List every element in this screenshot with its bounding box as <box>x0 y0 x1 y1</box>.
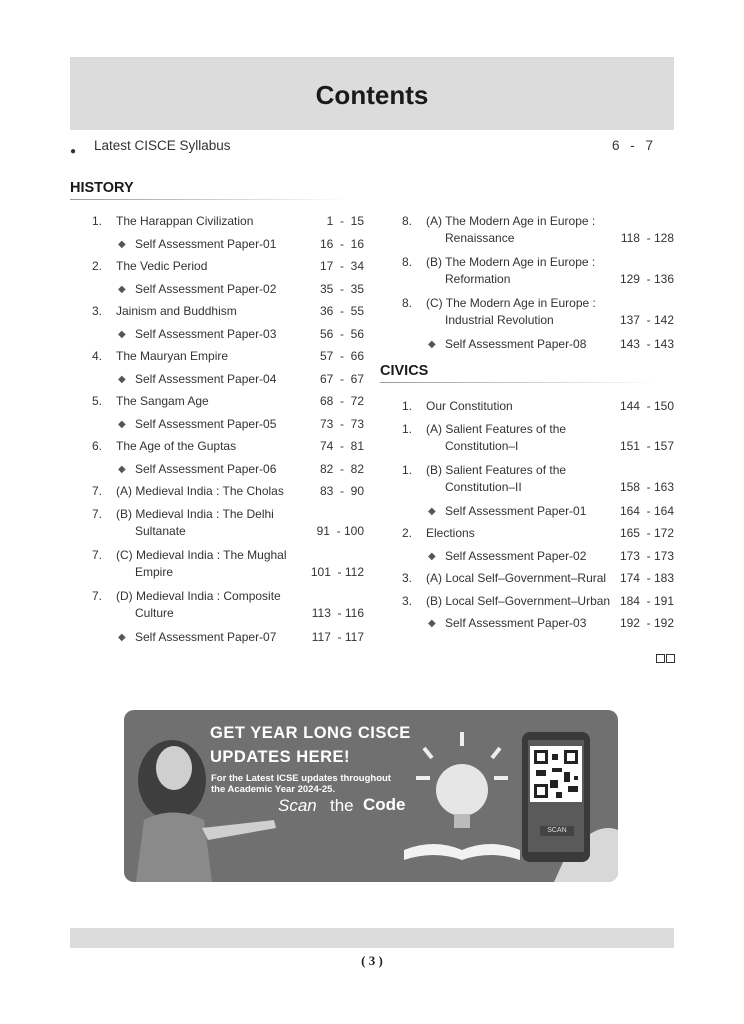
chapter-entry <box>402 462 674 496</box>
entry-title: Self Assessment Paper-02 <box>445 548 587 563</box>
banner-scan-word: Scan <box>278 796 317 815</box>
entry-title: (A) The Modern Age in Europe : <box>426 214 596 228</box>
entry-title: (C) The Modern Age in Europe : <box>426 296 596 310</box>
chapter-entry <box>402 525 674 542</box>
entry-title: Self Assessment Paper-01 <box>445 503 587 518</box>
chapter-number: 1. <box>92 214 103 228</box>
open-book-icon <box>404 844 520 860</box>
page-range: 144 - 150 <box>619 399 674 413</box>
page-range: 129 - 136 <box>619 272 674 286</box>
self-assessment-entry <box>92 326 364 343</box>
page-range: 192 - 192 <box>619 616 674 630</box>
entry-title: Jainism and Buddhism <box>116 304 237 318</box>
diamond-bullet-icon: ◆ <box>118 238 126 250</box>
bullet-icon: ● <box>70 146 77 157</box>
entry-title: (D) Medieval India : Composite <box>116 588 281 603</box>
entry-title-continued: Industrial Revolution <box>445 313 554 327</box>
self-assessment-entry <box>402 503 674 520</box>
entry-title-continued: Sultanate <box>135 523 186 538</box>
banner-subtext: For the Latest ICSE updates throughout the Academic Year 2024-25. <box>211 773 391 795</box>
page-range: 101 - 112 <box>310 564 364 579</box>
entry-title: Self Assessment Paper-01 <box>135 236 277 251</box>
history-heading: HISTORY <box>70 180 134 196</box>
entry-title-continued: Culture <box>135 605 174 620</box>
chapter-entry <box>92 213 364 230</box>
chapter-entry <box>92 393 364 410</box>
page-range: 158 - 163 <box>619 479 674 494</box>
chapter-number: 8. <box>402 255 413 269</box>
chapter-entry <box>402 593 674 610</box>
entry-title: Self Assessment Paper-06 <box>135 461 277 476</box>
banner-headline-2: UPDATES HERE! <box>210 748 351 766</box>
entry-title: (B) Local Self–Government–Urban <box>426 593 611 608</box>
diamond-bullet-icon: ◆ <box>118 463 126 475</box>
self-assessment-entry <box>92 416 364 433</box>
chapter-number: 2. <box>92 259 103 273</box>
entry-title-continued: Constitution–II <box>445 479 522 494</box>
diamond-bullet-icon: ◆ <box>118 283 126 295</box>
entry-title: The Vedic Period <box>116 259 208 273</box>
chapter-entry <box>92 348 364 365</box>
banner-the-word: the <box>330 796 354 815</box>
chapter-entry <box>92 258 364 275</box>
chapter-number: 3. <box>92 304 103 318</box>
page-range: 137 - 142 <box>619 313 674 327</box>
page-range: 173 - 173 <box>619 548 674 563</box>
entry-title: (B) Salient Features of the <box>426 462 567 477</box>
entry-title: The Age of the Guptas <box>116 439 237 453</box>
chapter-entry <box>92 588 364 622</box>
page-title: Contents <box>315 80 429 110</box>
entry-title: (B) Medieval India : The Delhi <box>116 506 274 521</box>
civics-divider <box>380 382 660 383</box>
entry-title: The Harappan Civilization <box>116 214 254 228</box>
diamond-bullet-icon: ◆ <box>428 339 436 350</box>
chapter-entry <box>402 398 674 415</box>
self-assessment-entry <box>92 461 364 478</box>
diamond-bullet-icon: ◆ <box>428 618 436 629</box>
page-range: 67 - 67 <box>319 371 364 386</box>
page-range: 16 - 16 <box>319 236 364 251</box>
self-assessment-entry <box>402 615 674 632</box>
syllabus-pages: 6 - 7 <box>612 138 656 153</box>
chapter-entry <box>402 254 674 288</box>
self-assessment-entry <box>92 371 364 388</box>
chapter-number: 7. <box>92 547 103 562</box>
chapter-entry <box>92 506 364 540</box>
diamond-bullet-icon: ◆ <box>118 418 126 430</box>
self-assessment-entry <box>402 336 674 353</box>
entry-title: (C) Medieval India : The Mughal <box>116 547 287 562</box>
diamond-bullet-icon: ◆ <box>118 328 126 340</box>
entry-title: Self Assessment Paper-02 <box>135 281 277 296</box>
entry-title-continued: Empire <box>135 564 174 579</box>
entry-title: Self Assessment Paper-08 <box>445 337 587 351</box>
page-range: 113 - 116 <box>311 605 364 620</box>
chapter-number: 4. <box>92 349 103 363</box>
diamond-bullet-icon: ◆ <box>118 631 126 643</box>
entry-title: Self Assessment Paper-03 <box>445 616 587 630</box>
end-of-contents-icon <box>656 654 675 663</box>
chapter-number: 3. <box>402 593 413 608</box>
diamond-bullet-icon: ◆ <box>118 373 126 385</box>
page-range: 35 - 35 <box>319 281 364 296</box>
chapter-entry <box>92 303 364 320</box>
scan-button[interactable]: SCAN <box>540 826 574 836</box>
girl-shirt-icon <box>136 813 212 883</box>
entry-title: Self Assessment Paper-03 <box>135 326 277 341</box>
self-assessment-entry <box>402 548 674 565</box>
page-range: 68 - 72 <box>319 394 364 408</box>
page-range: 73 - 73 <box>319 416 364 431</box>
entry-title-continued: Constitution–I <box>445 438 519 453</box>
entry-title: (A) Local Self–Government–Rural <box>426 571 607 585</box>
entry-title: Self Assessment Paper-07 <box>135 629 277 644</box>
page-range: 1 - 15 <box>326 214 364 228</box>
page-range: 56 - 56 <box>319 326 364 341</box>
banner-headline-1: GET YEAR LONG CISCE <box>210 724 411 742</box>
page-range: 151 - 157 <box>619 438 674 453</box>
chapter-number: 5. <box>92 394 103 408</box>
entry-title: (A) Medieval India : The Cholas <box>116 484 284 498</box>
page-range: 165 - 172 <box>619 526 674 540</box>
self-assessment-entry <box>92 281 364 298</box>
entry-title: Self Assessment Paper-05 <box>135 416 277 431</box>
entry-title-continued: Renaissance <box>445 231 515 245</box>
chapter-entry <box>402 213 674 247</box>
page-range: 184 - 191 <box>619 593 674 608</box>
banner-code-word: Code <box>363 795 406 814</box>
chapter-entry <box>92 547 364 581</box>
chapter-entry <box>402 421 674 455</box>
chapter-number: 1. <box>402 399 413 413</box>
page-number: ( 3 ) <box>361 953 383 968</box>
entry-title: Our Constitution <box>426 399 513 413</box>
page-range: 36 - 55 <box>319 304 364 318</box>
entry-title: (A) Salient Features of the <box>426 421 567 436</box>
chapter-number: 6. <box>92 439 103 453</box>
page-range: 174 - 183 <box>619 571 674 585</box>
chapter-number: 8. <box>402 296 413 310</box>
diamond-bullet-icon: ◆ <box>428 505 436 517</box>
entry-title: The Mauryan Empire <box>116 349 229 363</box>
chapter-number: 7. <box>92 506 103 521</box>
page-range: 17 - 34 <box>319 259 364 273</box>
chapter-number: 7. <box>92 588 103 603</box>
chapter-number: 1. <box>402 462 413 477</box>
chapter-number: 1. <box>402 421 413 436</box>
diamond-bullet-icon: ◆ <box>428 550 436 562</box>
entry-title: (B) The Modern Age in Europe : <box>426 255 596 269</box>
chapter-number: 3. <box>402 571 413 585</box>
chapter-number: 7. <box>92 484 103 498</box>
page-range: 164 - 164 <box>619 503 674 518</box>
chapter-number: 8. <box>402 214 413 228</box>
chapter-entry <box>92 483 364 500</box>
page-range: 143 - 143 <box>619 337 674 351</box>
page-range: 91 - 100 <box>316 523 364 538</box>
chapter-entry <box>92 438 364 455</box>
entry-title: The Sangam Age <box>116 394 209 408</box>
page-range: 83 - 90 <box>319 484 364 498</box>
girl-arm-icon <box>202 820 276 840</box>
footer-band <box>70 928 674 948</box>
chapter-number: 2. <box>402 526 413 540</box>
self-assessment-entry <box>92 236 364 253</box>
self-assessment-entry <box>92 629 364 646</box>
lightbulb-icon <box>436 764 488 816</box>
page-range: 82 - 82 <box>319 461 364 476</box>
entry-title: Elections <box>426 526 475 540</box>
civics-heading: CIVICS <box>380 363 429 379</box>
history-divider <box>70 199 350 200</box>
chapter-entry <box>402 570 674 587</box>
syllabus-label: Latest CISCE Syllabus <box>94 138 231 153</box>
page-range: 74 - 81 <box>319 439 364 453</box>
page-range: 117 - 117 <box>311 629 364 644</box>
page-range: 57 - 66 <box>319 349 364 363</box>
entry-title: Self Assessment Paper-04 <box>135 371 277 386</box>
page-range: 118 - 128 <box>620 231 674 245</box>
entry-title-continued: Reformation <box>445 272 511 286</box>
chapter-entry <box>402 295 674 329</box>
girl-face-icon <box>156 746 192 790</box>
